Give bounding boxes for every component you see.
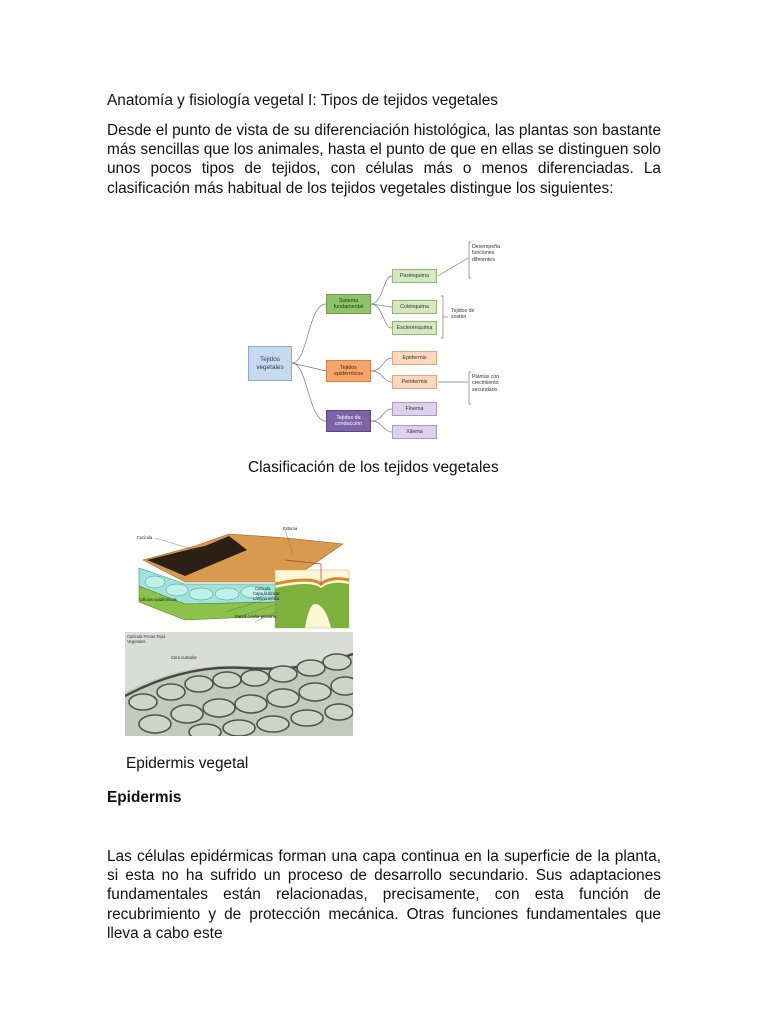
label-estoma: Estoma (283, 526, 298, 531)
diagram-item-peridermis: Peridermis (392, 375, 437, 389)
label-cuticula: Cutícula (137, 535, 153, 540)
label-lamina-media: Lámina media (253, 596, 280, 601)
label-celulas: Células epidérmicas (139, 597, 177, 602)
diagram-note-parenquima: Desempeña funciones diferentes (472, 244, 500, 263)
diagram-item-epidermis: Epidermis (392, 351, 437, 365)
figure1-caption: Clasificación de los tejidos vegetales (248, 459, 499, 476)
diagram-group-fundamental: Sistema fundamental (326, 294, 371, 314)
label-capa-cuticular: Capa cuticular (253, 591, 280, 596)
intro-paragraph: Desde el punto de vista de su diferenciación histológica, las plantas son bastante más sencillas que los animales, hasta el punto de que en ellas se distinguen solo unos pocos tipos de tejidos, con células más o menos diferenciadas. La clasificación más habitual de los tejidos vegetales distingue los siguientes: (107, 122, 661, 197)
body-paragraph: Las células epidérmicas forman una capa continua en la superficie de la planta, si esta no ha sufrido un proceso de desarrollo secundario. Sus adaptaciones fundamentales están relacionadas, precisamente, con esta función de recubrimiento y de protección mecánica. Otras funciones fundamentales que lleva a cabo este (107, 848, 661, 942)
label-cera-cuticular: Cera cuticular (171, 655, 197, 660)
diagram-note-peridermis: Plantas con crecimiento secundario (472, 374, 500, 393)
label-pared-celular: Pared celular primaria (235, 614, 276, 619)
page-heading: Anatomía y fisiología vegetal I: Tipos de tejidos vegetales (107, 92, 498, 109)
label-cuticula-2: Cutícula (255, 586, 271, 591)
diagram-item-parenquima: Parénquima (392, 269, 437, 283)
epidermis-figure (125, 524, 353, 736)
diagram-group-epidermicos: Tejidos epidérmicos (326, 360, 371, 382)
tissue-classification-diagram (240, 236, 515, 441)
diagram-root-box: Tejidos vegetales (248, 346, 292, 381)
section-title: Epidermis (107, 789, 182, 806)
diagram-connectors (240, 236, 515, 441)
diagram-group-conduccion: Tejidos de conducción (326, 410, 371, 432)
diagram-note-sosten: Tejidos de sostén (451, 308, 475, 321)
diagram-item-floema: Floema (392, 402, 437, 416)
epidermis-micrograph (125, 632, 353, 736)
diagram-item-xilema: Xilema (392, 425, 437, 439)
diagram-item-esclerenquima: Esclerénquima (392, 321, 437, 335)
figure2-caption: Epidermis vegetal (126, 755, 249, 772)
micrograph-credit: Cutícula Pecas Tejid. Vegetales (127, 634, 167, 644)
diagram-item-colenquima: Colénquima (392, 300, 437, 314)
